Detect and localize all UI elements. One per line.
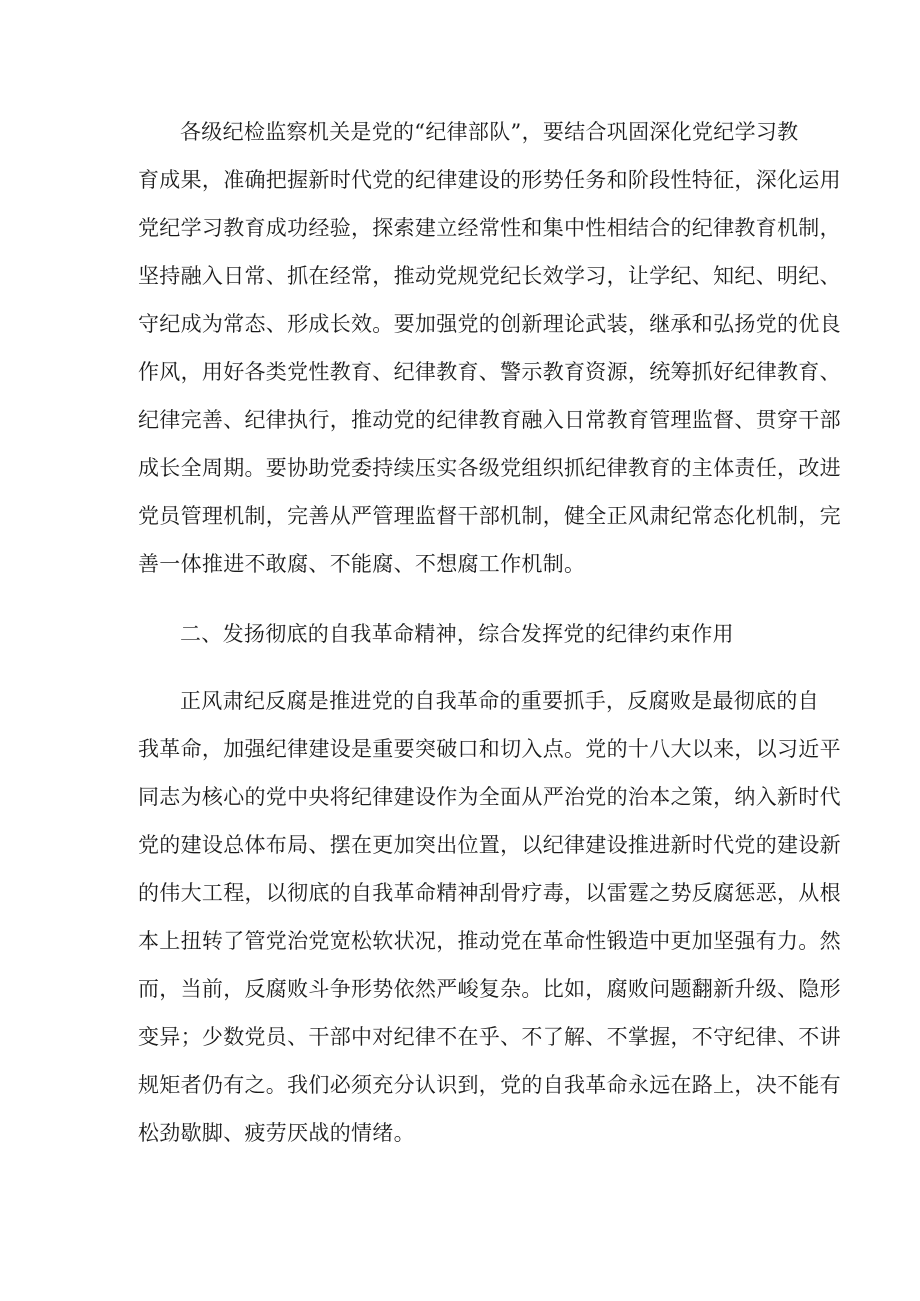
section-heading: 二、发扬彻底的自我革命精神，综合发挥党的纪律约束作用 [180, 622, 734, 646]
paragraph-2-line-4: 党的建设总体布局、摆在更加突出位置，以纪律建设推进新时代党的建设新 [138, 833, 841, 857]
paragraph-1-line-6: 作风，用好各类党性教育、纪律教育、警示教育资源，统筹抓好纪律教育、 [138, 360, 841, 384]
paragraph-1-line-2: 育成果，准确把握新时代党的纪律建设的形势任务和阶段性特征，深化运用 [138, 168, 841, 192]
paragraph-2-line-10: 松劲歇脚、疲劳厌战的情绪。 [138, 1121, 415, 1145]
paragraph-2-line-9: 规矩者仍有之。我们必须充分认识到，党的自我革命永远在路上，决不能有 [138, 1073, 841, 1097]
paragraph-2-line-1: 正风肃纪反腐是推进党的自我革命的重要抓手，反腐败是最彻底的自 [180, 689, 819, 713]
paragraph-2-line-5: 的伟大工程，以彻底的自我革命精神刮骨疗毒，以雷霆之势反腐惩恶，从根 [138, 881, 841, 905]
paragraph-1-line-9: 党员管理机制，完善从严管理监督干部机制，健全正风肃纪常态化机制，完 [138, 504, 841, 528]
paragraph-1-line-10: 善一体推进不敢腐、不能腐、不想腐工作机制。 [138, 552, 586, 576]
paragraph-2-line-2: 我革命，加强纪律建设是重要突破口和切入点。党的十八大以来，以习近平 [138, 737, 841, 761]
paragraph-1-line-3: 党纪学习教育成功经验，探索建立经常性和集中性相结合的纪律教育机制， [138, 216, 841, 240]
paragraph-1-line-7: 纪律完善、纪律执行，推动党的纪律教育融入日常教育管理监督、贯穿干部 [138, 408, 841, 432]
paragraph-1-line-8: 成长全周期。要协助党委持续压实各级党组织抓纪律教育的主体责任，改进 [138, 456, 841, 480]
paragraph-1-line-4: 坚持融入日常、抓在经常，推动党规党纪长效学习，让学纪、知纪、明纪、 [138, 264, 841, 288]
paragraph-1-line-1: 各级纪检监察机关是党的“纪律部队”，要结合巩固深化党纪学习教 [180, 120, 799, 144]
paragraph-1-line-5: 守纪成为常态、形成长效。要加强党的创新理论武装，继承和弘扬党的优良 [138, 312, 841, 336]
paragraph-2-line-8: 变异；少数党员、干部中对纪律不在乎、不了解、不掌握，不守纪律、不讲 [138, 1025, 841, 1049]
paragraph-2-line-7: 而，当前，反腐败斗争形势依然严峻复杂。比如，腐败问题翻新升级、隐形 [138, 977, 841, 1001]
paragraph-2-line-6: 本上扭转了管党治党宽松软状况，推动党在革命性锻造中更加坚强有力。然 [138, 929, 841, 953]
paragraph-2-line-3: 同志为核心的党中央将纪律建设作为全面从严治党的治本之策，纳入新时代 [138, 785, 841, 809]
